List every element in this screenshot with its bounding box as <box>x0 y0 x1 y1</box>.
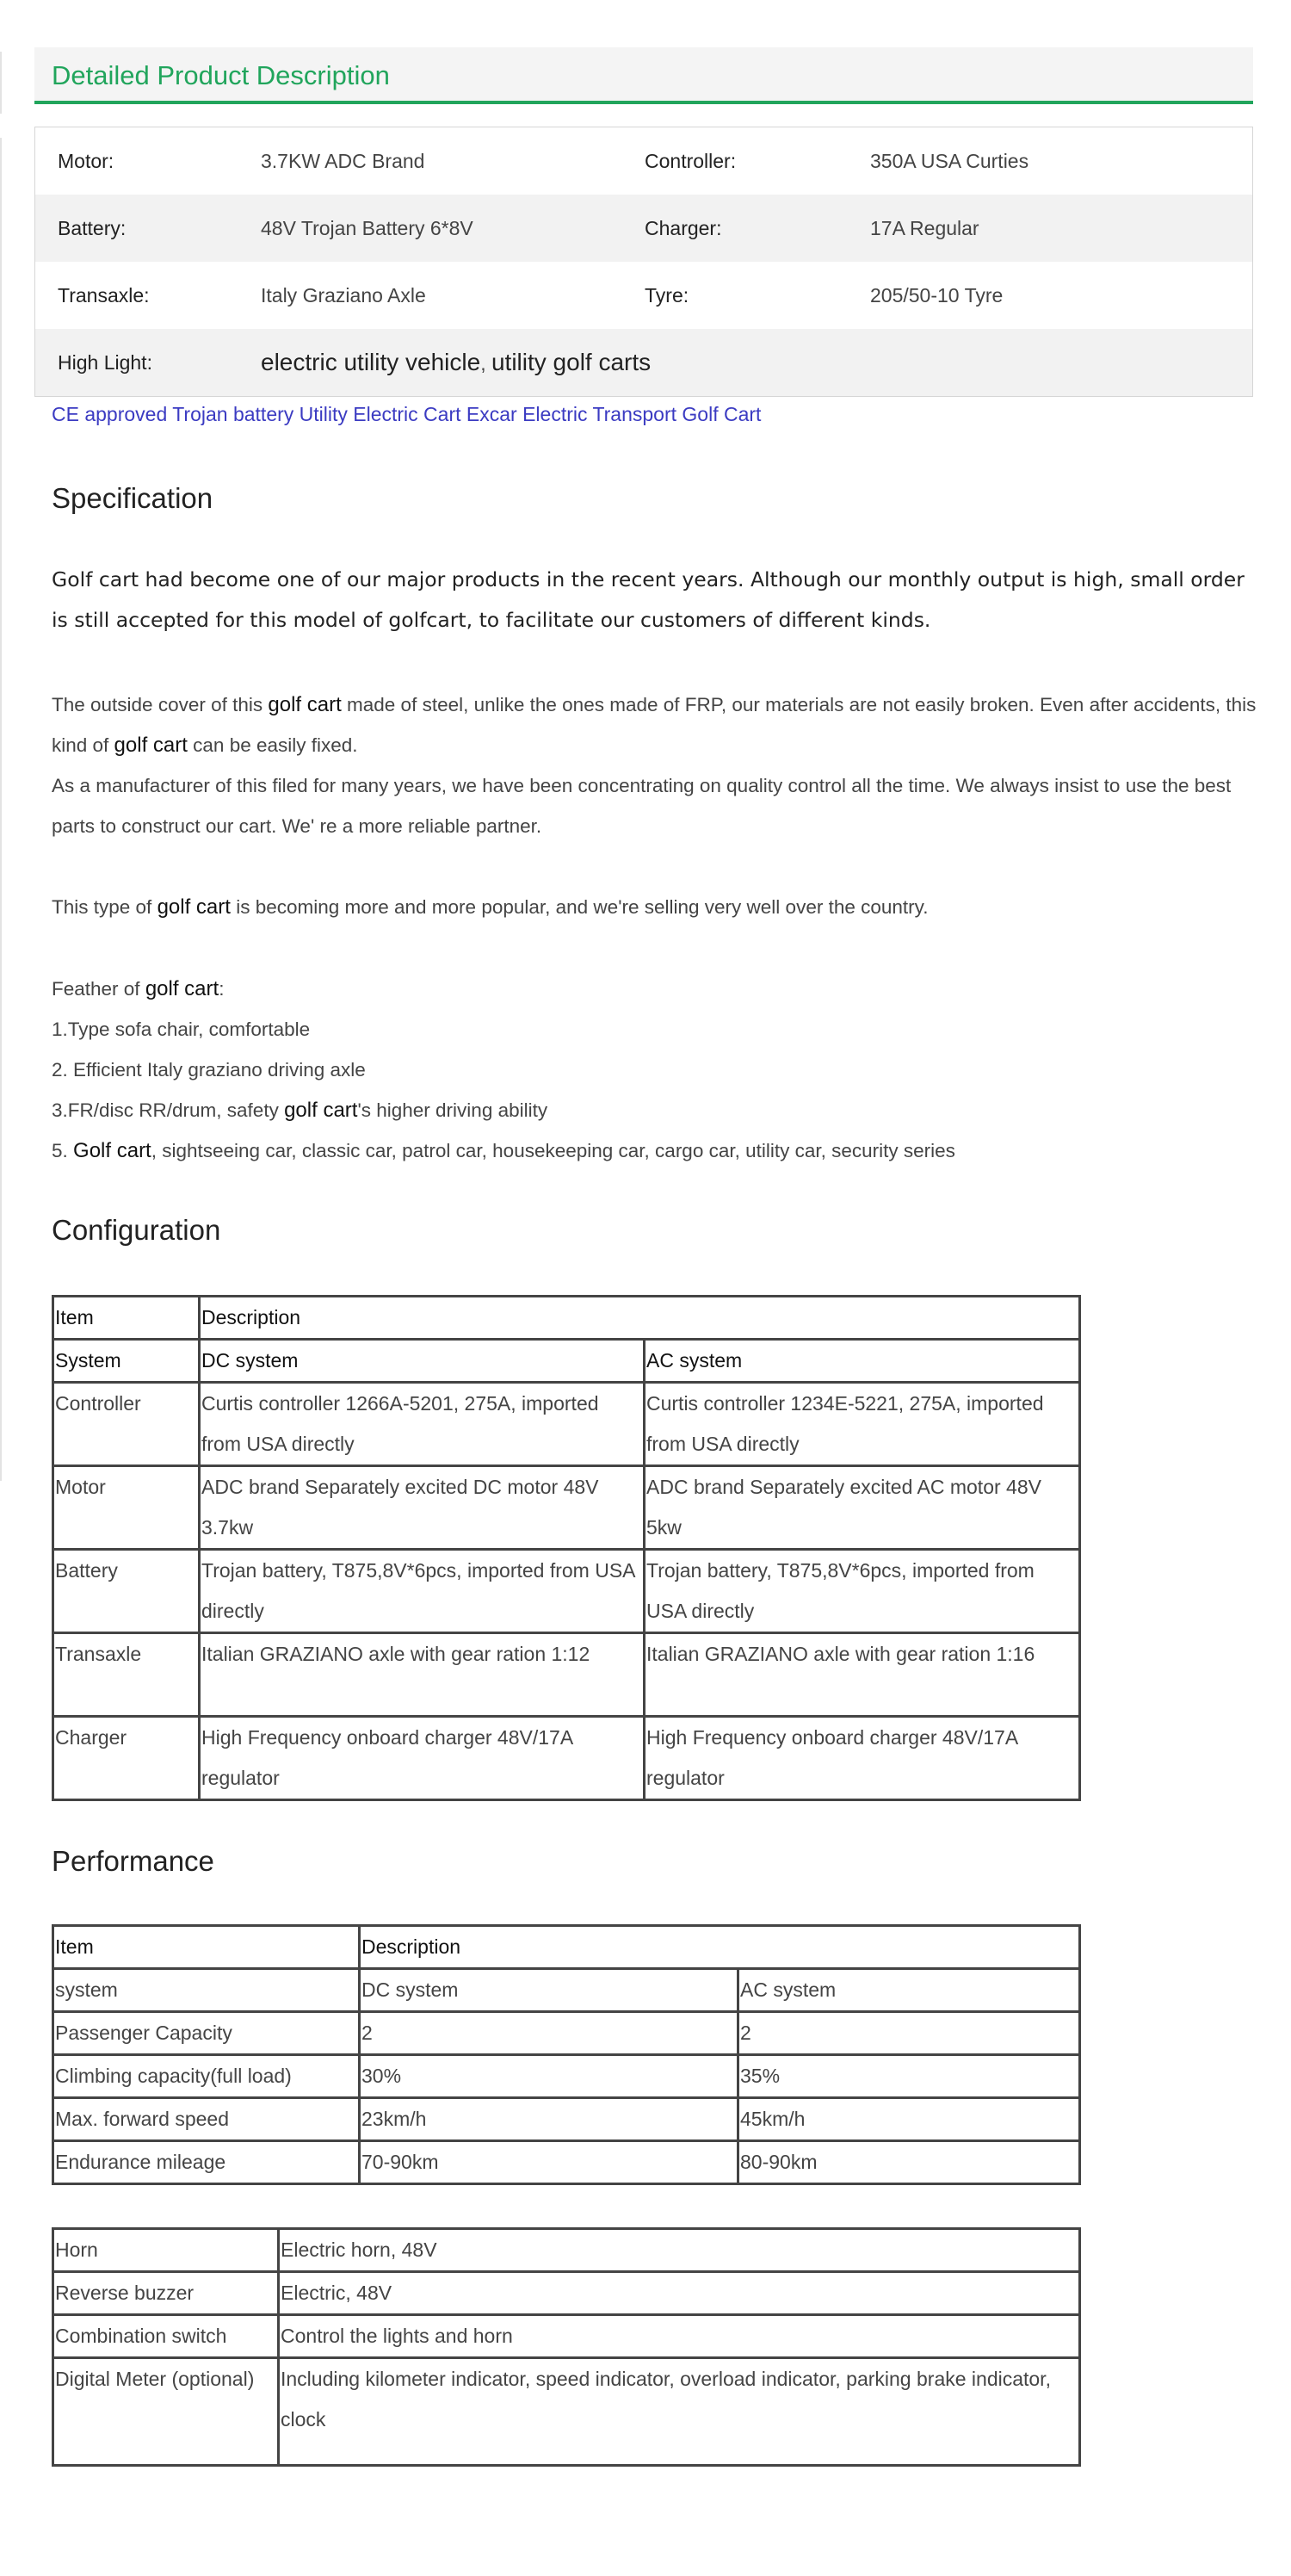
section-heading-performance: Performance <box>52 1845 214 1877</box>
spec-label: Motor: <box>58 149 114 172</box>
highlight-link[interactable]: electric utility vehicle <box>261 349 481 375</box>
spec-label: Tyre: <box>645 283 689 307</box>
feature-item <box>52 1130 1257 1171</box>
body-paragraph <box>52 887 1257 927</box>
highlight-separator: , <box>480 352 491 375</box>
product-link[interactable]: CE approved Trojan battery Utility Electric Cart Excar Electric Transport Golf Cart <box>52 403 762 425</box>
spec-summary <box>34 127 1253 397</box>
table-row <box>53 1926 1080 1969</box>
text-run: This type of <box>52 896 158 918</box>
table-cell: Control the lights and horn <box>279 2315 1080 2358</box>
spec-row <box>35 195 1252 262</box>
table-row <box>53 1297 1080 1340</box>
table-row <box>53 1466 1080 1550</box>
table-cell: Curtis controller 1266A-5201, 275A, imported from USA directly <box>200 1383 645 1466</box>
spec-value: 3.7KW ADC Brand <box>261 149 425 172</box>
table-row <box>53 1633 1080 1717</box>
table-cell: Controller <box>53 1383 200 1466</box>
text-run: , sightseeing car, classic car, patrol car, housekeeping car, cargo car, utility car, security series <box>151 1140 955 1161</box>
spec-label: Controller: <box>645 149 737 172</box>
table-row <box>53 2315 1080 2358</box>
table-cell: AC system <box>738 1969 1080 2012</box>
spec-value: Italy Graziano Axle <box>261 283 426 307</box>
table-cell: High Frequency onboard charger 48V/17A regulator <box>200 1717 645 1800</box>
table-cell: Charger <box>53 1717 200 1800</box>
text-run: 3.FR/disc RR/drum, safety <box>52 1099 285 1121</box>
table-cell: Passenger Capacity <box>53 2012 360 2055</box>
page-title: Detailed Product Description <box>52 60 390 90</box>
keyword: golf cart <box>145 977 219 1000</box>
table-cell: Motor <box>53 1466 200 1550</box>
text-run: Feather of <box>52 978 145 1000</box>
spec-row <box>35 127 1252 195</box>
table-cell: Endurance mileage <box>53 2141 360 2184</box>
table-row <box>53 2229 1080 2272</box>
table-row <box>53 1969 1080 2012</box>
table-cell: ADC brand Separately excited DC motor 48V 3.7kw <box>200 1466 645 1550</box>
feature-item: 2. Efficient Italy graziano driving axle <box>52 1059 366 1081</box>
text-run: made of steel, unlike the ones made of FRP, our materials are not easily broken. Even after accidents, this kind of <box>52 694 1257 756</box>
table-cell: Electric horn, 48V <box>279 2229 1080 2272</box>
table-row <box>53 2272 1080 2315</box>
text-run: can be easily fixed. <box>187 734 358 756</box>
highlight-row <box>35 329 1252 396</box>
text-run: is becoming more and more popular, and we're selling very well over the country. <box>230 896 929 918</box>
table-cell: Italian GRAZIANO axle with gear ration 1:16 <box>645 1633 1080 1717</box>
spec-label: Battery: <box>58 216 127 239</box>
table-cell: Trojan battery, T875,8V*6pcs, imported from USA directly <box>200 1550 645 1633</box>
table-cell: 45km/h <box>738 2098 1080 2141</box>
spec-label: Charger: <box>645 216 722 239</box>
table-cell: system <box>53 1969 360 2012</box>
performance-table <box>52 1924 1081 2185</box>
table-cell: DC system <box>200 1340 645 1383</box>
section-heading-configuration: Configuration <box>52 1214 221 1246</box>
keyword: golf cart <box>268 693 342 716</box>
table-cell: Battery <box>53 1550 200 1633</box>
left-divider <box>0 52 2 114</box>
text-run: 's higher driving ability <box>357 1099 548 1121</box>
table-cell: 23km/h <box>360 2098 738 2141</box>
spec-row <box>35 262 1252 329</box>
table-cell: System <box>53 1340 200 1383</box>
keyword: golf cart <box>114 734 188 757</box>
table-cell: Horn <box>53 2229 279 2272</box>
table-cell: 30% <box>360 2055 738 2098</box>
feature-item <box>52 1090 1257 1130</box>
table-row <box>53 2055 1080 2098</box>
spec-value: 48V Trojan Battery 6*8V <box>261 216 473 239</box>
left-divider <box>0 138 2 1481</box>
table-header-cell: Item <box>53 1297 200 1340</box>
table-cell: 35% <box>738 2055 1080 2098</box>
table-cell: Combination switch <box>53 2315 279 2358</box>
table-cell: 80-90km <box>738 2141 1080 2184</box>
table-cell: Transaxle <box>53 1633 200 1717</box>
spec-label: Transaxle: <box>58 283 150 307</box>
configuration-table <box>52 1295 1081 1801</box>
table-cell: Curtis controller 1234E-5221, 275A, imported from USA directly <box>645 1383 1080 1466</box>
table-cell: 70-90km <box>360 2141 738 2184</box>
text-run: : <box>219 978 225 1000</box>
highlight-label: High Light: <box>58 350 152 374</box>
table-cell: High Frequency onboard charger 48V/17A regulator <box>645 1717 1080 1800</box>
table-cell: 2 <box>738 2012 1080 2055</box>
feature-heading <box>52 969 1257 1009</box>
text-run: 5. <box>52 1140 74 1161</box>
table-header-cell: Description <box>200 1297 1080 1340</box>
table-cell: 2 <box>360 2012 738 2055</box>
highlight-link[interactable]: utility golf carts <box>491 349 652 375</box>
table-row <box>53 1340 1080 1383</box>
table-header-cell: Item <box>53 1926 360 1969</box>
table-cell: Climbing capacity(full load) <box>53 2055 360 2098</box>
table-cell: Max. forward speed <box>53 2098 360 2141</box>
table-row <box>53 1383 1080 1466</box>
table-row <box>53 1717 1080 1800</box>
table-cell: DC system <box>360 1969 738 2012</box>
intro-paragraph: Golf cart had become one of our major products in the recent years. Although our monthly output is high, small order is still accepted for this model of golfcart, to facilitate our customers of different kinds. <box>52 567 1245 632</box>
spec-value: 205/50-10 Tyre <box>870 283 1004 307</box>
table-row <box>53 2358 1080 2466</box>
title-bar <box>34 47 1253 104</box>
body-paragraph: As a manufacturer of this filed for many years, we have been concentrating on quality control all the time. We always insist to use the best parts to construct our cart. We' re a more reliable partner. <box>52 775 1232 837</box>
table-row <box>53 2098 1080 2141</box>
table-header-cell: Description <box>360 1926 1080 1969</box>
table-cell: Reverse buzzer <box>53 2272 279 2315</box>
table-row <box>53 2012 1080 2055</box>
keyword: Golf cart <box>73 1139 151 1162</box>
table-cell: ADC brand Separately excited AC motor 48V 5kw <box>645 1466 1080 1550</box>
table-row <box>53 2141 1080 2184</box>
section-heading-specification: Specification <box>52 482 213 514</box>
table-cell: Italian GRAZIANO axle with gear ration 1:12 <box>200 1633 645 1717</box>
spec-value: 350A USA Curties <box>870 149 1029 172</box>
keyword: golf cart <box>284 1099 358 1122</box>
body-paragraph <box>52 684 1257 765</box>
feature-item: 1.Type sofa chair, comfortable <box>52 1019 311 1040</box>
keyword: golf cart <box>157 895 231 919</box>
table-cell: Trojan battery, T875,8V*6pcs, imported from USA directly <box>645 1550 1080 1633</box>
accessories-table <box>52 2227 1081 2467</box>
table-row <box>53 1550 1080 1633</box>
spec-value: 17A Regular <box>870 216 979 239</box>
table-cell: Electric, 48V <box>279 2272 1080 2315</box>
table-cell: Digital Meter (optional) <box>53 2358 279 2466</box>
table-cell: AC system <box>645 1340 1080 1383</box>
table-cell: Including kilometer indicator, speed indicator, overload indicator, parking brake indicator, clock <box>279 2358 1080 2466</box>
text-run: The outside cover of this <box>52 694 269 715</box>
